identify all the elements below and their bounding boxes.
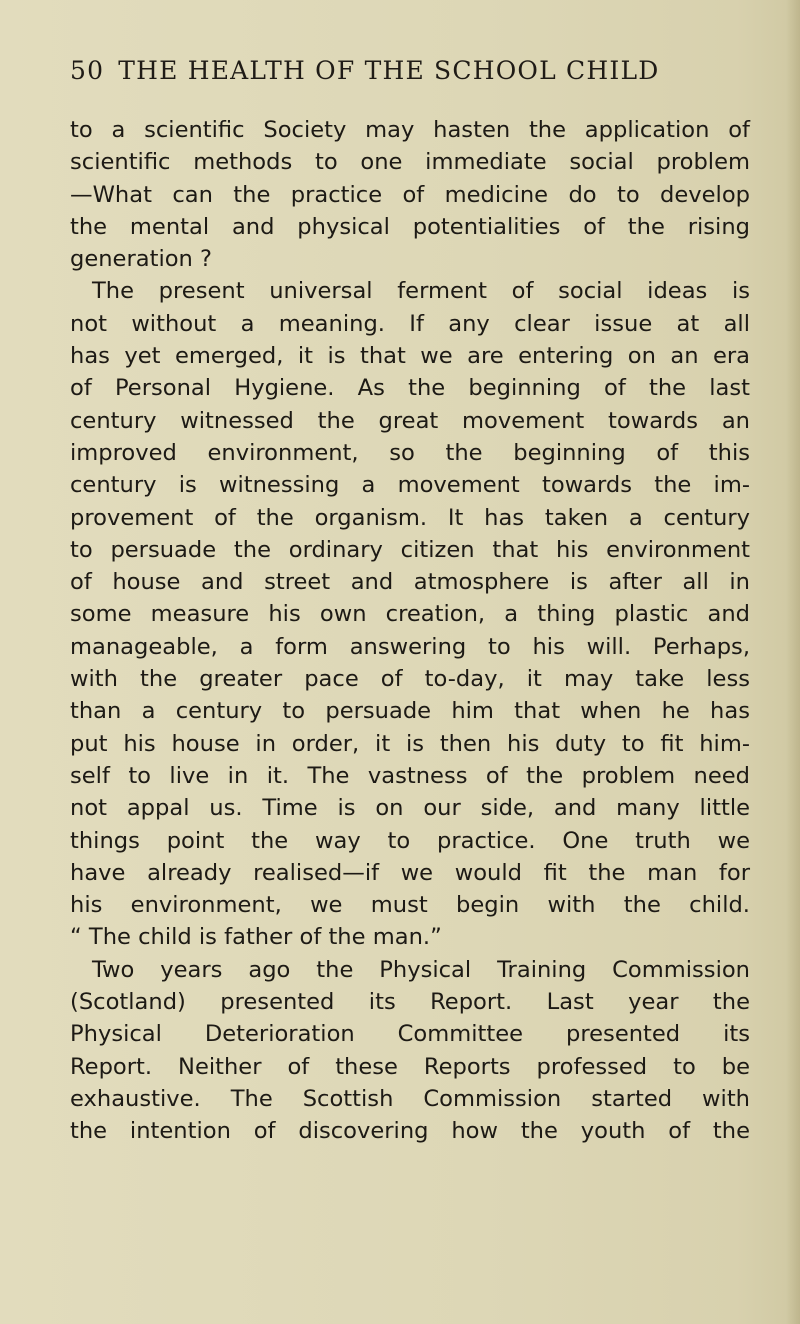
text-line: century is witnessing a movement towards the im- xyxy=(70,472,750,499)
text-line: of Personal Hygiene. As the beginning of the last xyxy=(70,375,750,402)
page-edge-shading xyxy=(786,0,800,1324)
text-line: Physical Deterioration Committee presented its xyxy=(70,1021,750,1048)
paragraph-first-line: Two years ago the Physical Training Commission xyxy=(92,956,750,983)
text-line: self to live in it. The vastness of the problem need xyxy=(70,762,750,789)
text-line: manageable, a form answering to his will. Perhaps, xyxy=(70,633,750,660)
text-line: provement of the organism. It has taken a century xyxy=(70,504,750,531)
text-line: his environment, we must begin with the child. xyxy=(70,892,750,919)
text-line: not appal us. Time is on our side, and many little xyxy=(70,795,750,822)
text-line: than a century to persuade him that when he has xyxy=(70,698,750,725)
text-line: the intention of discovering how the youth of the xyxy=(70,1118,750,1145)
body-text xyxy=(70,114,750,1148)
text-line: with the greater pace of to-day, it may take less xyxy=(70,666,750,693)
text-line: “ The child is father of the man.” xyxy=(70,924,442,951)
text-line: century witnessed the great movement towards an xyxy=(70,407,750,434)
text-line: the mental and physical potentialities of the rising xyxy=(70,213,750,240)
text-line: to persuade the ordinary citizen that his environment xyxy=(70,536,750,563)
text-line: scientific methods to one immediate social problem xyxy=(70,149,750,176)
text-line: —What can the practice of medicine do to develop xyxy=(70,181,750,208)
text-line: of house and street and atmosphere is after all in xyxy=(70,569,750,596)
text-line: (Scotland) presented its Report. Last year the xyxy=(70,989,750,1016)
text-line: to a scientific Society may hasten the application of xyxy=(70,117,750,143)
text-line: improved environment, so the beginning of this xyxy=(70,439,750,466)
running-title: THE HEALTH OF THE SCHOOL CHILD xyxy=(118,56,660,85)
text-line: Report. Neither of these Reports professed to be xyxy=(70,1053,750,1080)
text-line: has yet emerged, it is that we are entering on an era xyxy=(70,343,750,370)
paragraph-first-line: The present universal ferment of social ideas is xyxy=(92,278,750,305)
text-line: put his house in order, it is then his duty to fit him- xyxy=(70,730,750,757)
text-line: some measure his own creation, a thing plastic and xyxy=(70,601,750,628)
running-header xyxy=(70,56,750,85)
text-line: things point the way to practice. One truth we xyxy=(70,827,750,854)
text-line: generation ? xyxy=(70,246,213,273)
text-line: have already realised—if we would fit the man for xyxy=(70,859,750,886)
text-line: not without a meaning. If any clear issue at all xyxy=(70,310,750,337)
text-line: exhaustive. The Scottish Commission started with xyxy=(70,1085,750,1112)
page-number: 50 xyxy=(70,56,105,85)
